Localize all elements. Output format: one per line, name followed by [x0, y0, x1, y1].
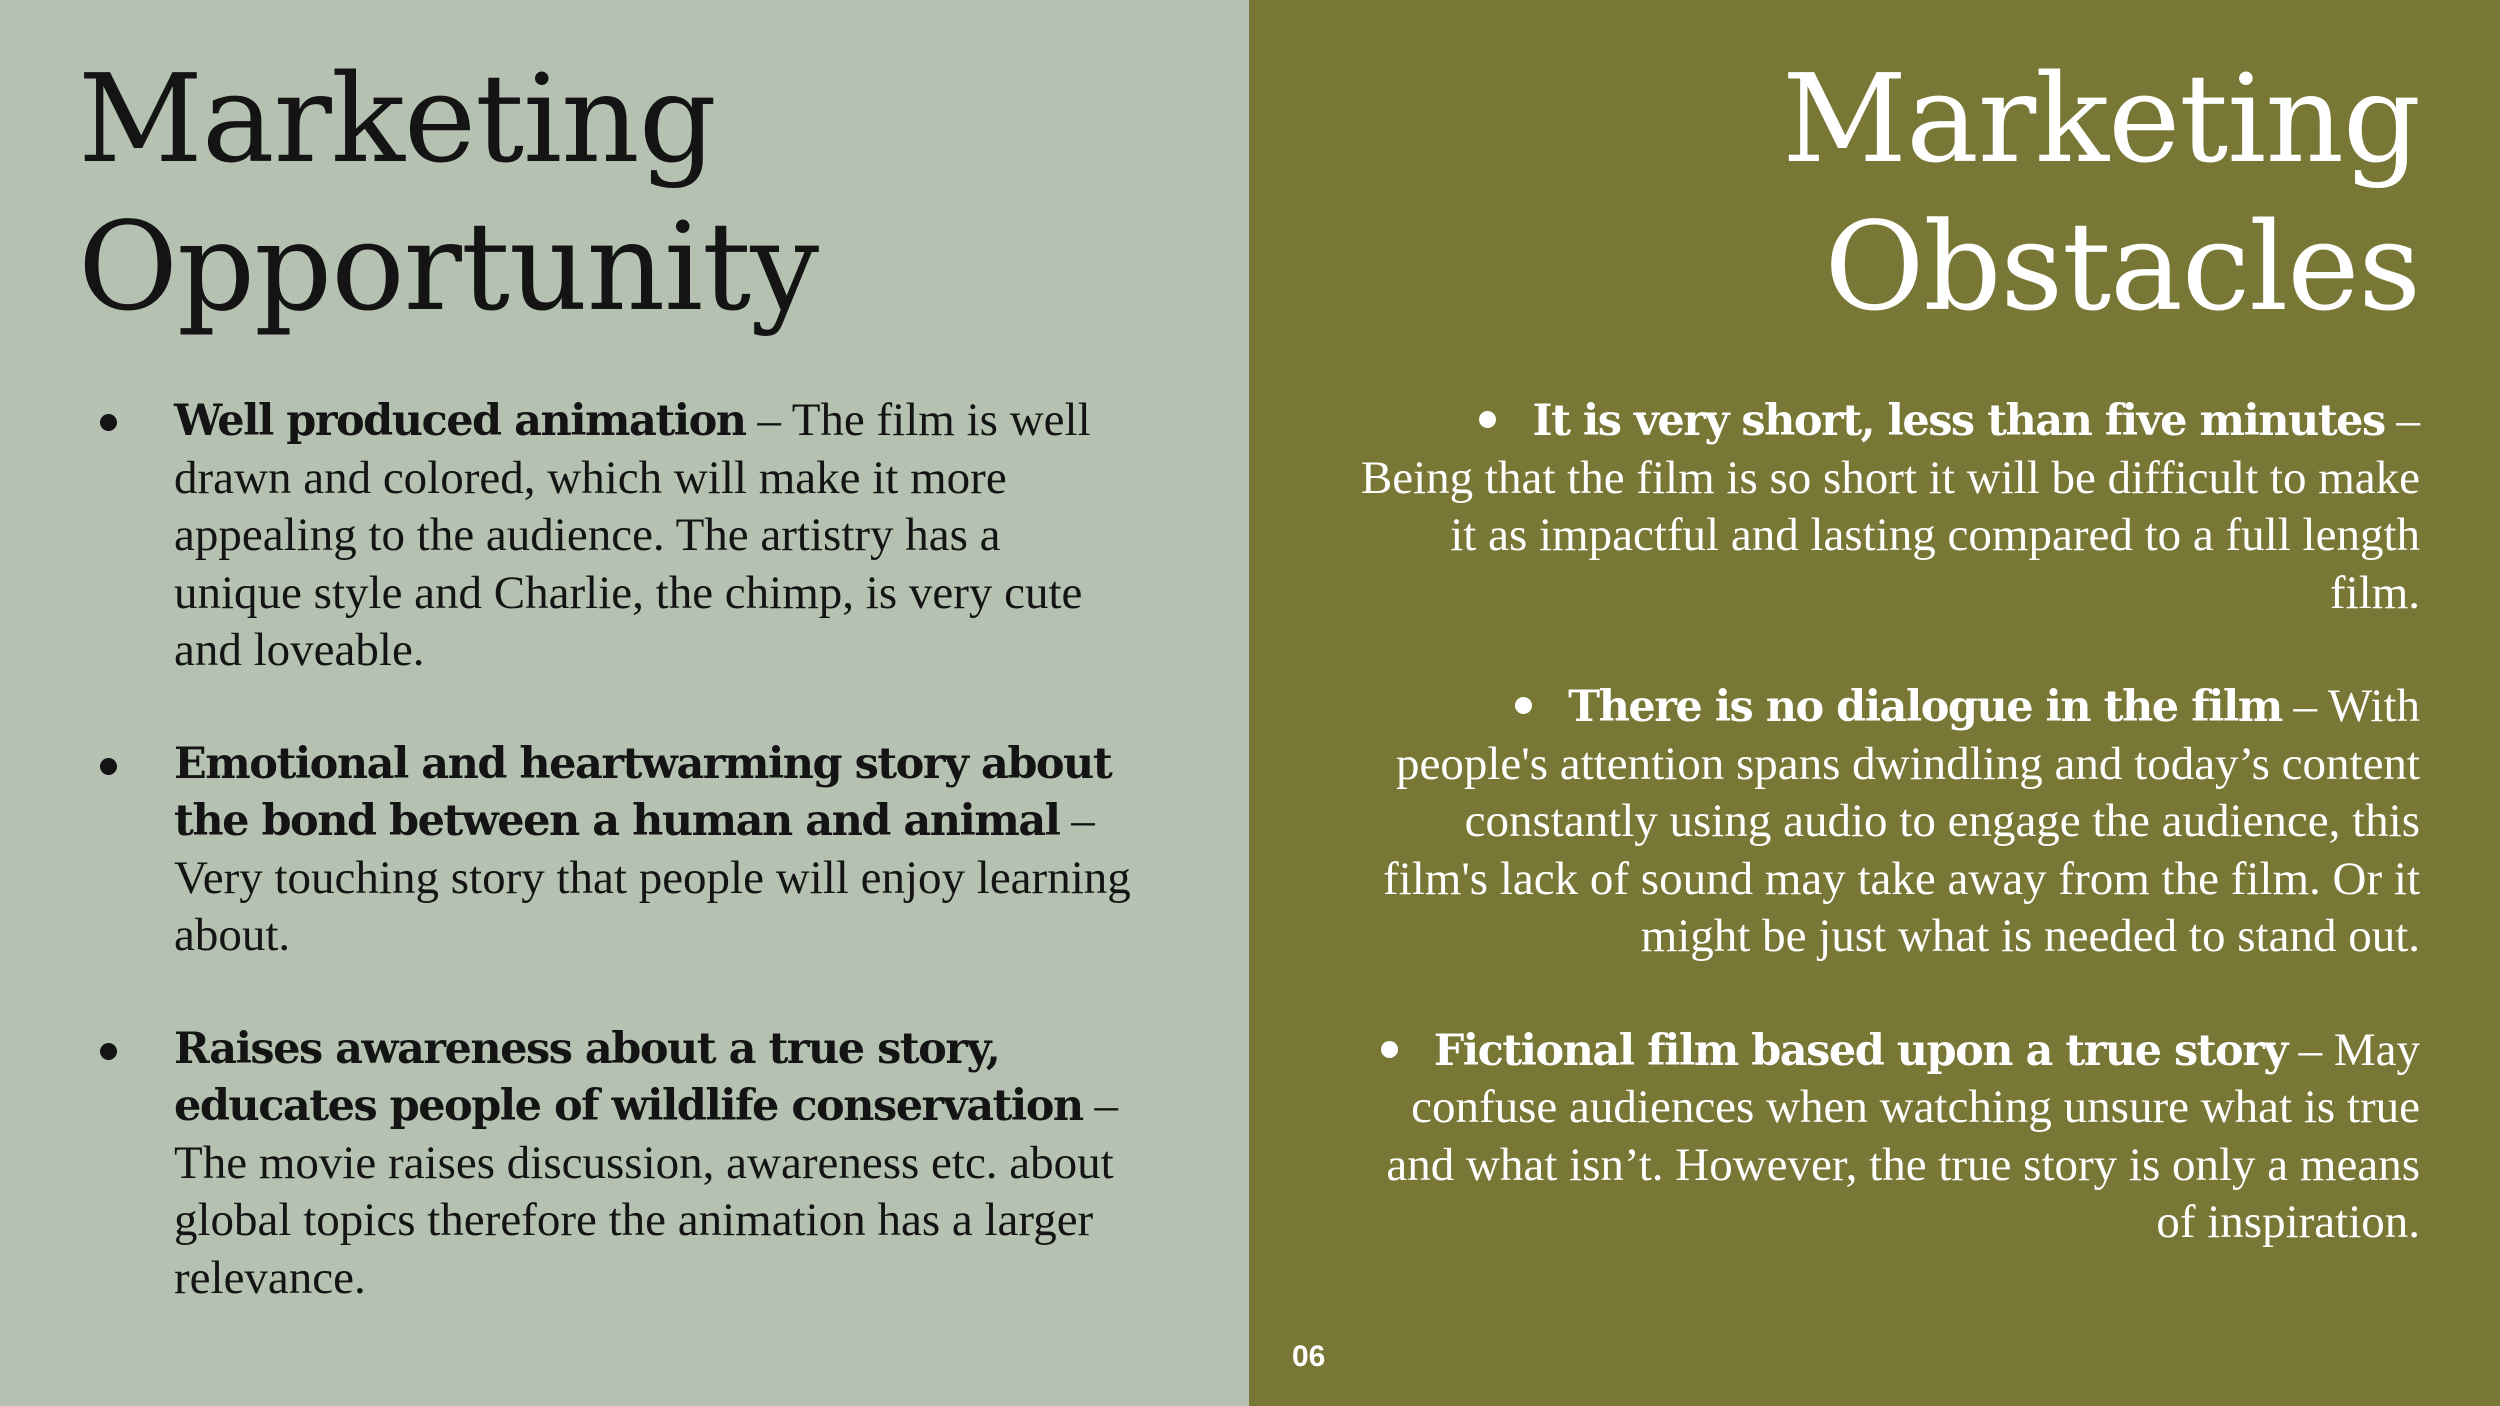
obstacle-item — [1360, 1022, 2420, 1252]
opportunity-item — [100, 392, 1140, 680]
obstacles-title-line1: Marketing — [1782, 48, 2420, 190]
obstacle-item-text: – Being that the film is so short it will be difficult to make it as impactful and lasting compared to a full length film. — [1360, 394, 2420, 619]
opportunity-item-heading: Well produced animation — [174, 396, 746, 446]
opportunity-title — [78, 45, 818, 341]
opportunity-list — [100, 392, 1140, 1363]
opportunity-item-text: – The movie raises discussion, awareness etc. about global topics therefore the animation has a larger relevance. — [174, 1079, 1118, 1304]
obstacle-item — [1360, 678, 2420, 966]
obstacle-item — [1360, 392, 2420, 622]
bullet-icon — [100, 414, 117, 431]
page-number: 06 — [1292, 1340, 1326, 1373]
obstacle-item-text: – With people's attention spans dwindling and today’s content constantly using audio to engage the audience, this film's lack of sound may take away from the film. Or it might be just what is needed to stand out. — [1383, 680, 2420, 962]
obstacles-title — [1782, 45, 2420, 341]
obstacle-item-heading: It is very short, less than five minutes — [1532, 396, 2385, 446]
obstacle-item-text: – May confuse audiences when watching unsure what is true and what isn’t. However, the true story is only a means of inspiration. — [1386, 1023, 2420, 1248]
opportunity-item-text: – Very touching story that people will enjoy learning about. — [174, 794, 1131, 961]
opportunity-title-line1: Marketing — [78, 48, 716, 190]
obstacle-item-heading: There is no dialogue in the film — [1568, 682, 2282, 732]
opportunity-item — [100, 736, 1140, 965]
bullet-icon — [1381, 1041, 1398, 1058]
bullet-icon — [1515, 697, 1532, 714]
bullet-icon — [1479, 411, 1496, 428]
opportunity-item-heading: Raises awareness about a true story, educates people of wildlife conservation — [174, 1023, 1083, 1131]
opportunity-item-heading: Emotional and heartwarming story about the bond between a human and animal — [174, 738, 1112, 846]
obstacles-panel — [1249, 0, 2500, 1406]
obstacles-title-line2: Obstacles — [1824, 196, 2420, 338]
opportunity-panel — [0, 0, 1249, 1406]
obstacles-list — [1360, 392, 2420, 1308]
bullet-icon — [100, 758, 117, 775]
obstacle-item-heading: Fictional film based upon a true story — [1433, 1025, 2287, 1076]
opportunity-item-text: – The film is well drawn and colored, which will make it more appealing to the audience. The artistry has a unique style and Charlie, the chimp, is very cute and loveable. — [174, 394, 1091, 676]
opportunity-title-line2: Opportunity — [78, 196, 819, 338]
opportunity-item — [100, 1021, 1140, 1308]
bullet-icon — [100, 1043, 117, 1060]
